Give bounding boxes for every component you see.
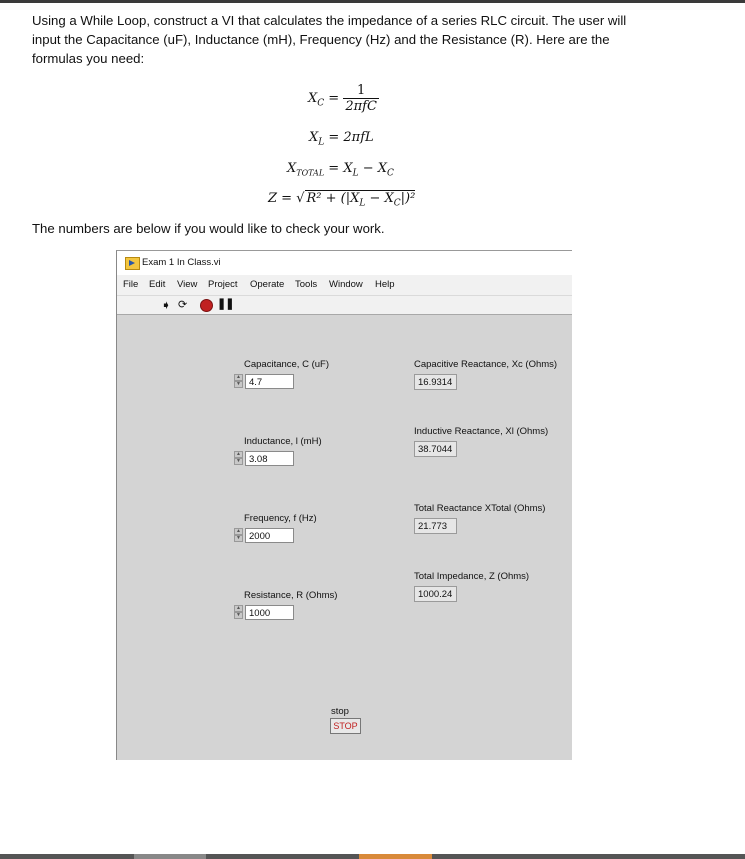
vi-menu-bar: [117, 275, 572, 296]
formula-xtotal: $X_{TOTAL} = X_L - X_C$: [287, 161, 394, 179]
vi-file-icon: [125, 257, 140, 270]
capacitance-spinner[interactable]: ▲ ▼: [234, 374, 243, 389]
frequency-input[interactable]: 2000: [245, 528, 294, 543]
xtotal-indicator: 21.773: [414, 518, 457, 534]
formula-z: Z = √ $R^2 + (|X_L - X_C|)^2$: [268, 191, 416, 209]
resistance-label: Resistance, R (Ohms): [244, 590, 338, 601]
run-continuous-icon[interactable]: ⟳: [178, 299, 188, 311]
z-indicator: 1000.24: [414, 586, 457, 602]
intro-paragraph: Using a While Loop, construct a VI that calculates the impedance of a series RLC circuit. The user will input the Capacitance (uF), Inductance (mH), Frequency (Hz) and the Resistance (R). Here are the formulas you need:: [32, 13, 627, 66]
pause-icon[interactable]: ❚❚: [217, 298, 234, 310]
resistance-spinner[interactable]: ▲ ▼: [234, 605, 243, 620]
run-arrow-icon[interactable]: ➧: [161, 298, 172, 312]
menu-view[interactable]: View: [177, 279, 198, 290]
xc-indicator-label: Capacitive Reactance, Xc (Ohms): [414, 359, 558, 370]
vi-title-bar: [117, 251, 572, 275]
frequency-spinner[interactable]: ▲ ▼: [234, 528, 243, 543]
capacitance-label: Capacitance, C (uF): [244, 359, 330, 370]
inductance-spinner[interactable]: ▲ ▼: [234, 451, 243, 466]
xtotal-indicator-label: Total Reactance XTotal (Ohms): [414, 503, 546, 514]
page-bottom-segment-accent: [359, 854, 432, 859]
stop-label: stop: [331, 706, 349, 717]
vi-front-panel: [116, 250, 572, 760]
vi-toolbar: [117, 296, 572, 315]
frequency-label: Frequency, f (Hz): [244, 513, 317, 524]
xl-indicator-label: Inductive Reactance, Xl (Ohms): [414, 426, 549, 437]
page-bottom-segment: [134, 854, 206, 859]
menu-edit[interactable]: Edit: [149, 279, 166, 290]
menu-window[interactable]: Window: [329, 279, 363, 290]
menu-file[interactable]: File: [123, 279, 139, 290]
menu-help[interactable]: Help: [375, 279, 395, 290]
check-note: The numbers are below if you would like to check your work.: [32, 221, 385, 236]
formula-xl: $X_L = 2\pi fL$: [309, 130, 374, 148]
z-indicator-label: Total Impedance, Z (Ohms): [414, 571, 530, 582]
abort-icon[interactable]: [200, 299, 213, 312]
stop-button[interactable]: STOP: [330, 718, 361, 734]
menu-project[interactable]: Project: [208, 279, 238, 290]
page-top-rule: [0, 0, 745, 3]
menu-operate[interactable]: Operate: [250, 279, 285, 290]
menu-tools[interactable]: Tools: [295, 279, 318, 290]
xc-indicator: 16.9314: [414, 374, 457, 390]
inductance-input[interactable]: 3.08: [245, 451, 294, 466]
resistance-input[interactable]: 1000: [245, 605, 294, 620]
xl-indicator: 38.7044: [414, 441, 457, 457]
capacitance-input[interactable]: 4.7: [245, 374, 294, 389]
inductance-label: Inductance, l (mH): [244, 436, 322, 447]
vi-window-title: Exam 1 In Class.vi: [142, 257, 221, 268]
formula-xc: $X_C$ = $\frac{1}{\text{2πfC}}$: [308, 83, 377, 114]
